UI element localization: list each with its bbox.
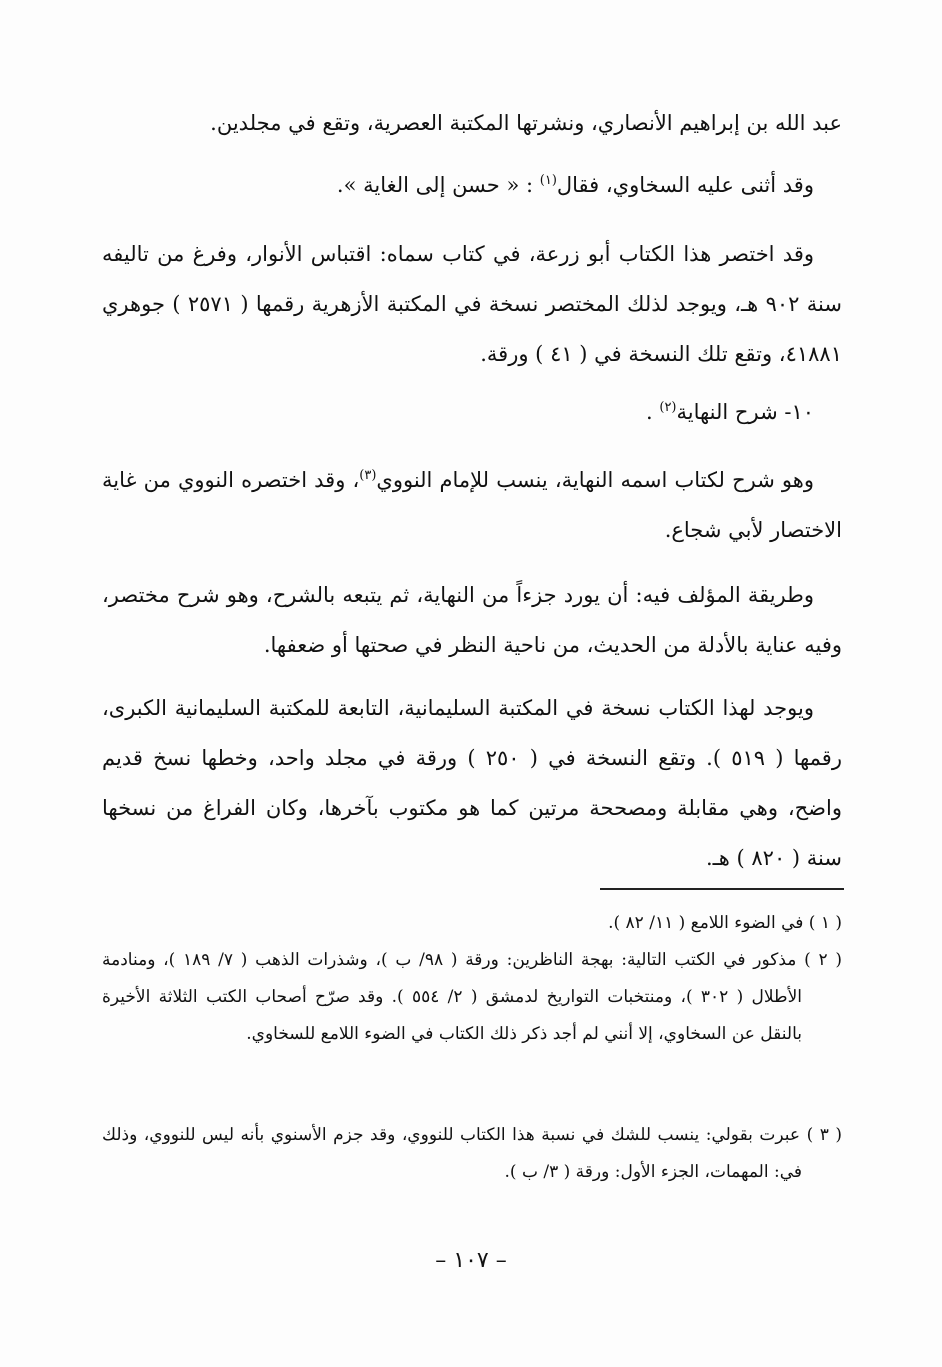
footnote-3	[102, 1117, 842, 1191]
paragraph-continuation	[102, 98, 842, 148]
footnote-marker[interactable]: (٢)	[659, 400, 677, 415]
paragraph-text: وطريقة المؤلف فيه: أن يورد جزءاً من النهاية، ثم يتبعه بالشرح، وهو شرح مختصر، وفيه عناية بالأدلة من الحديث، من ناحية النظر في صحتها أو ضعفها.	[102, 583, 842, 657]
paragraph-text: وهو شرح لكتاب اسمه النهاية، ينسب للإمام النووي	[376, 468, 814, 492]
footnote-marker[interactable]: (١)	[539, 173, 557, 188]
heading-text: .	[645, 400, 653, 424]
paragraph-text: وقد اختصر هذا الكتاب أبو زرعة، في كتاب سماه: اقتباس الأنوار، وفرغ من تاليفه سنة ٩٠٢ هـ، ويوجد لذلك المختصر نسخة في المكتبة الأزهرية رقمها ( ٢٥٧١ ) جوهري ٤١٨٨١، وتقع تلك النسخة في ( ٤١ ) ورقة.	[102, 242, 842, 366]
section-heading-sharh-nihaya	[102, 387, 842, 437]
paragraph-abridgement	[102, 229, 842, 379]
paragraph-text: ويوجد لهذا الكتاب نسخة في المكتبة السليمانية، التابعة للمكتبة السليمانية الكبرى، رقمها ( ٥١٩ ). وتقع النسخة في ( ٢٥٠ ) ورقة في مجلد واحد، وخطها نسخ قديم واضح، وهي مقابلة ومصححة مرتين كما هو مكتوب بآخرها، وكان الفراغ من نسخها سنة ( ٨٢٠ ) هـ.	[102, 696, 842, 870]
footnote-text: ( ١ ) في الضوء اللامع ( ١١/ ٨٢ ).	[608, 913, 842, 933]
paragraph-text: ، وقد اختصره النووي من غاية الاختصار لأبي شجاع.	[102, 468, 842, 542]
heading-text: ١٠- شرح النهاية	[676, 400, 814, 424]
paragraph-method	[102, 570, 842, 670]
footnote-1	[102, 905, 842, 942]
footnote-text: ( ٢ ) مذكور في الكتب التالية: بهجة الناظرين: ورقة ( ٩٨/ ب )، وشذرات الذهب ( ٧/ ١٨٩ )، ومنادمة الأطلال ( ٣٠٢ )، ومنتخبات التواريخ لدمشق ( ٢/ ٥٥٤ ). وقد صرّح أصحاب الكتب الثلاثة الأخيرة بالنقل عن السخاوي، إلا أنني لم أجد ذكر ذلك الكتاب في الضوء اللامع للسخاوي.	[102, 950, 843, 1044]
paragraph-manuscript	[102, 683, 842, 883]
page-number: – ١٠٧ –	[435, 1248, 507, 1273]
footnote-text: ( ٣ ) عبرت بقولي: ينسب للشك في نسبة هذا الكتاب للنووي، وقد جزم الأسنوي بأنه ليس للنووي، وذلك في: المهمات، الجزء الأول: ورقة ( ٣/ ب ).	[102, 1125, 842, 1182]
paragraph-text: وقد أثنى عليه السخاوي، فقال	[556, 173, 814, 197]
paragraph-sakhawi-praise	[102, 160, 842, 210]
paragraph-text: : « حسن إلى الغاية ».	[336, 173, 534, 197]
footnote-divider	[600, 888, 844, 890]
paragraph-text: عبد الله بن إبراهيم الأنصاري، ونشرتها المكتبة العصرية، وتقع في مجلدين.	[210, 111, 842, 135]
footnote-marker[interactable]: (٣)	[359, 468, 377, 483]
footnote-2	[102, 942, 842, 1053]
paragraph-description	[102, 455, 842, 555]
